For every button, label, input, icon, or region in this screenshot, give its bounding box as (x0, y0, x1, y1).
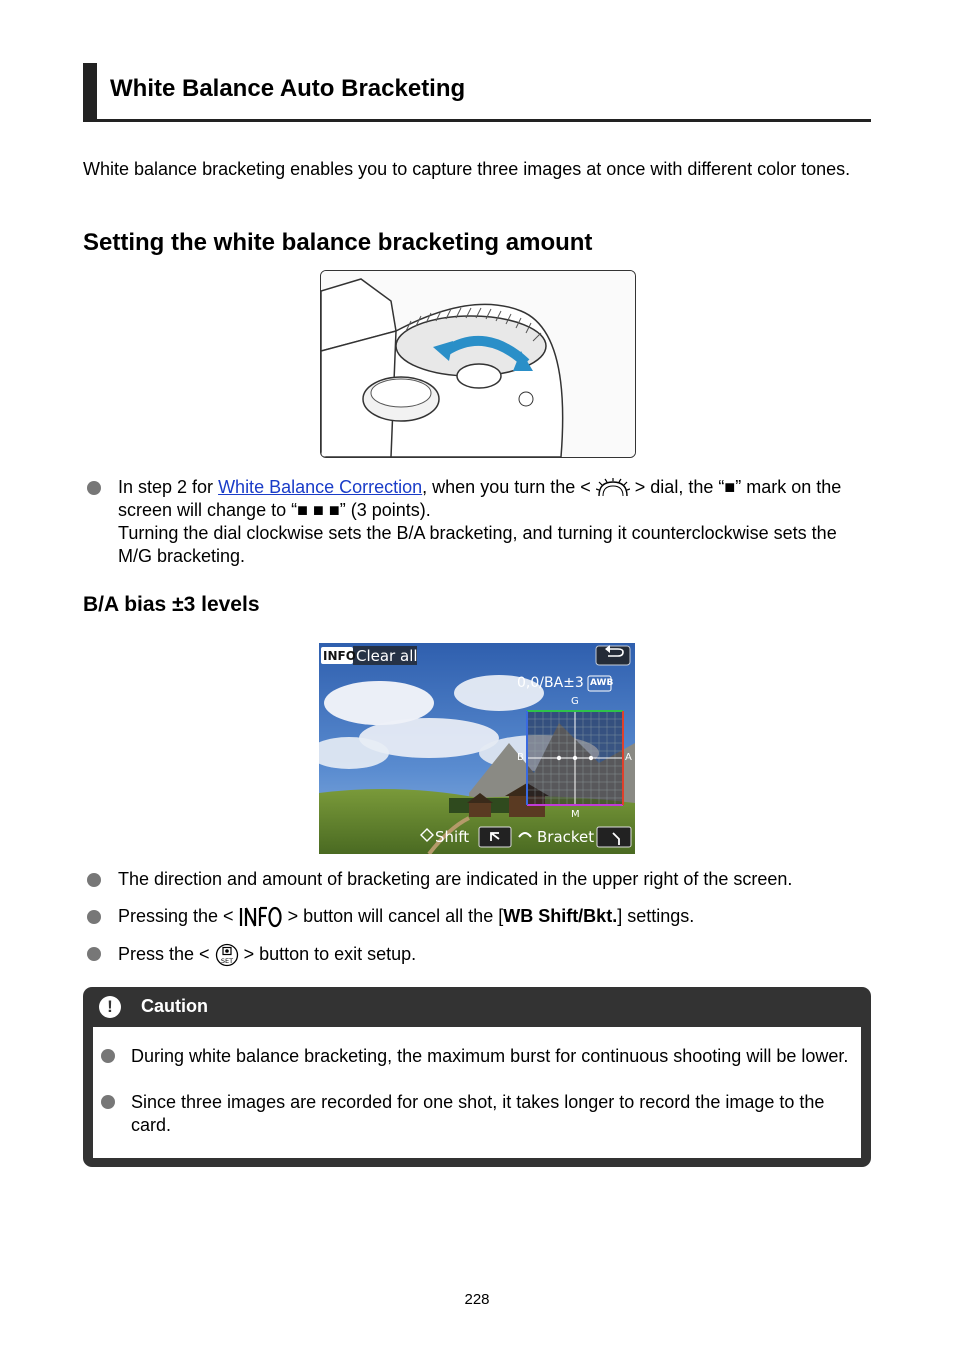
bullet1-text-c: > dial, the “■” mark on the screen will change to “■ ■ ■” (3 points). (118, 477, 842, 520)
bracket-label: Bracket (537, 828, 595, 846)
bullet-dot (87, 873, 101, 887)
axis-label-m: M (571, 809, 580, 820)
subheading-ba-bias: B/A bias ±3 levels (83, 593, 260, 616)
bullet1-line2: Turning the dial clockwise sets the B/A bracketing, and turning it counterclockwise sets the M/G bracketing. (118, 523, 837, 566)
wb-bracketing-screen (319, 643, 635, 854)
bullet-info-button (118, 905, 868, 928)
bullet-dot (101, 1095, 115, 1109)
main-dial-icon (596, 478, 630, 498)
set-button-icon (215, 943, 239, 967)
section-heading (83, 63, 871, 122)
bullet3-text-b: > button will cancel all the [ (282, 906, 504, 926)
bullet1-text-a: In step 2 for (118, 477, 219, 497)
subheading-setting-amount: Setting the white balance bracketing amount (83, 229, 593, 256)
caution-item-burst: During white balance bracketing, the maximum burst for continuous shooting will be lower. (131, 1046, 849, 1066)
page-title: White Balance Auto Bracketing (110, 75, 466, 102)
caution-title: Caution (141, 996, 208, 1016)
axis-label-g: G (571, 696, 579, 707)
bullet-dot (87, 910, 101, 924)
white-balance-correction-link[interactable]: White Balance Correction (218, 477, 423, 497)
clear-all-label[interactable]: Clear all (356, 647, 418, 665)
page-number: 228 (464, 1291, 490, 1308)
axis-label-a: A (625, 752, 632, 763)
bullet-dot (101, 1049, 115, 1063)
info-badge: INFO (323, 649, 356, 663)
bullet-dot (87, 947, 101, 961)
bullet-dot (87, 481, 101, 495)
intro-paragraph: White balance bracketing enables you to capture three images at once with different color tones. (83, 159, 851, 179)
caution-box (83, 987, 871, 1167)
bullet1-text-b: , when you turn the < (422, 477, 596, 497)
caution-content (93, 1027, 861, 1158)
heading-bar (83, 63, 97, 120)
caution-item-record-time: Since three images are recorded for one shot, it takes longer to record the image to the card. (131, 1092, 825, 1135)
caution-icon: ! (99, 996, 121, 1018)
camera-dial-illustration (320, 270, 636, 458)
wb-shift-bkt-label: WB Shift/Bkt. (503, 906, 618, 926)
bullet4-text-b: > button to exit setup. (238, 944, 417, 964)
bullet3-text-a: Pressing the < (118, 906, 239, 926)
info-button-icon (239, 906, 283, 928)
screen-drawing (319, 643, 635, 854)
bullet3-text-c: ] settings. (617, 906, 695, 926)
awb-badge: AWB (590, 678, 614, 688)
axis-label-b: B (517, 752, 524, 763)
wb-readout: 0,0/BA±3 (517, 675, 584, 691)
camera-dial-drawing (321, 271, 635, 457)
svg-text:SET: SET (220, 957, 233, 966)
bullet-dial-instruction (118, 476, 868, 568)
bullet-set-button (118, 943, 868, 967)
shift-label: Shift (435, 828, 470, 846)
bullet4-text-a: Press the < (118, 944, 215, 964)
bullet-direction-info: The direction and amount of bracketing are indicated in the upper right of the screen. (118, 869, 793, 889)
